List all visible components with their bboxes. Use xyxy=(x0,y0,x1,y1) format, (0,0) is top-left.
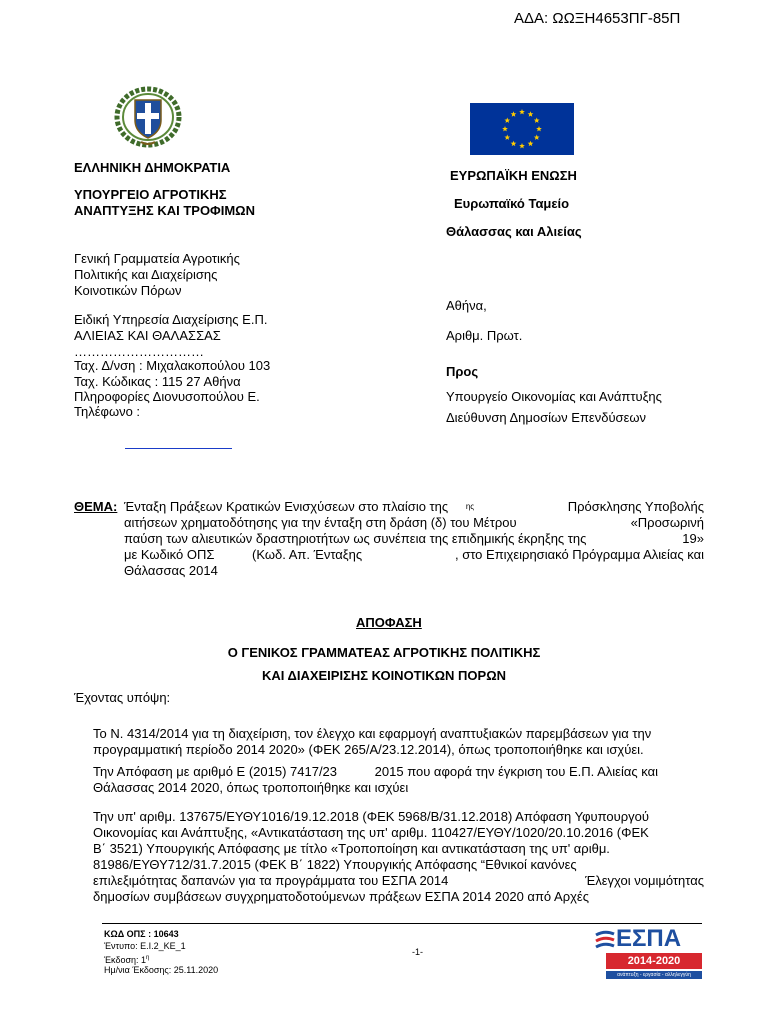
subject-line3: παύση των αλιευτικών δραστηριοτήτων ως συνέπεια της επιδημικής έκρηξης της 19» xyxy=(124,531,704,546)
ministry-line1: ΥΠΟΥΡΓΕΙΟ ΑΓΡΟΤΙΚΗΣ xyxy=(74,187,227,202)
postal-code: Ταχ. Κώδικας : 115 27 Αθήνα xyxy=(74,374,241,389)
footer-date: Ημ/νια Έκδοσης: 25.11.2020 xyxy=(104,965,219,975)
secretary-general-line2: ΚΑΙ ΔΙΑΧΕΙΡΙΣΗΣ ΚΟΙΝΟΤΙΚΩΝ ΠΟΡΩΝ xyxy=(261,668,507,683)
subject-line2: αιτήσεων χρηματοδότησης για την ένταξη στη δράση (δ) του Μέτρου «Προσωρινή xyxy=(124,515,704,530)
city-date: Αθήνα, xyxy=(446,298,487,313)
eu-title: ΕΥΡΩΠΑΪΚΗ ΕΝΩΣΗ xyxy=(450,168,577,183)
footer-ops-code: ΚΩΔ ΟΠΣ : 10643 xyxy=(104,929,179,939)
para1-line1: Το Ν. 4314/2014 για τη διαχείριση, τον έλεγχο και εφαρμογή αναπτυξιακών παρεμβάσεων για την xyxy=(93,726,652,741)
fund-line2: Θάλασσας και Αλιείας xyxy=(446,224,582,239)
espa-logo xyxy=(594,926,704,982)
contact-info: Πληροφορίες Διονυσοπούλου Ε. xyxy=(74,389,260,404)
para3-line4: 81986/ΕΥΘΥ712/31.7.2015 (ΦΕΚ Β΄ 1822) Υπουργικής Απόφασης “Εθνικοί κανόνες xyxy=(93,857,577,872)
espa-wordmark: ΕΣΠΑ xyxy=(616,925,682,952)
greek-coat-of-arms-icon xyxy=(113,86,183,148)
subject-label: ΘΕΜΑ: xyxy=(74,499,118,514)
espa-swoosh-icon xyxy=(594,928,616,950)
secretariat-line1: Γενική Γραμματεία Αγροτικής xyxy=(74,251,240,266)
fund-line1: Ευρωπαϊκό Ταμείο xyxy=(454,196,570,211)
recipient-line2: Διεύθυνση Δημοσίων Επενδύσεων xyxy=(446,410,647,425)
subject-line1: Ένταξη Πράξεων Κρατικών Ενισχύσεων στο πλαίσιο της $^{\eta\varsigma}$ Πρόσκλησης Υποβολής xyxy=(124,499,704,514)
para3-line6: δημοσίων συμβάσεων συγχρηματοδοτούμενων πράξεων ΕΣΠΑ 2014 2020 από Αρχές xyxy=(93,889,589,904)
subject-line4: με Κωδικό ΟΠΣ (Κωδ. Απ. Ένταξης , στο Επιχειρησιακό Πρόγραμμα Αλιείας και xyxy=(124,547,704,562)
para2-line1: Την Απόφαση με αριθμό Ε (2015) 7417/23 2015 που αφορά την έγκριση του Ε.Π. Αλιείας και xyxy=(93,764,659,779)
eu-flag-icon xyxy=(470,103,574,155)
subject-line5: Θάλασσας 2014 xyxy=(124,563,218,578)
recipient-label: Προς xyxy=(446,364,479,379)
dotted-line: ………………………… xyxy=(74,344,204,359)
secretariat-line2: Πολιτικής και Διαχείρισης xyxy=(74,267,218,282)
secretariat-line3: Κοινοτικών Πόρων xyxy=(74,283,182,298)
ministry-line2: ΑΝΑΠΤΥΞΗΣ ΚΑΙ ΤΡΟΦΙΜΩΝ xyxy=(74,203,255,218)
espa-tagline: ανάπτυξη - εργασία - αλληλεγγύη xyxy=(606,971,702,979)
address: Ταχ. Δ/νση : Μιχαλακοπούλου 103 xyxy=(74,358,271,373)
email-link[interactable] xyxy=(125,448,232,449)
page-number: -1- xyxy=(412,947,423,957)
ada-code: ΑΔΑ: ΩΩΞΗ4653ΠΓ-85Π xyxy=(514,10,681,27)
para3-line3: Β΄ 3521) Υπουργικής Απόφασης με τίτλο «Τροποποίηση και αντικατάσταση της υπ' αριθμ. xyxy=(93,841,610,856)
secretary-general-line1: Ο ΓΕΝΙΚΟΣ ΓΡΑΜΜΑΤΕΑΣ ΑΓΡΟΤΙΚΗΣ ΠΟΛΙΤΙΚΗΣ xyxy=(227,645,541,660)
espa-years: 2014-2020 xyxy=(606,953,702,969)
para3-line5: επιλεξιμότητας δαπανών για τα προγράμματα του ΕΣΠΑ 2014 Έλεγχοι νομιμότητας xyxy=(93,873,704,888)
protocol-number: Αριθμ. Πρωτ. xyxy=(446,328,523,343)
having-regard: Έχοντας υπόψη: xyxy=(74,690,171,705)
para2-line2: Θάλασσας 2014 2020, όπως τροποποιήθηκε και ισχύει xyxy=(93,780,409,795)
para1-line2: προγραμματική περίοδο 2014 2020» (ΦΕΚ 265/Α/23.12.2014), όπως τροποποιήθηκε και ισχύει. xyxy=(93,742,644,757)
recipient-line1: Υπουργείο Οικονομίας και Ανάπτυξης xyxy=(446,389,662,404)
para3-line2: Οικονομίας και Ανάπτυξης, «Αντικατάσταση της υπ' αριθμ. 110427/ΕΥΘΥ/1020/20.10.2016 (ΦΕΚ xyxy=(93,825,649,840)
footer-divider xyxy=(102,923,702,924)
republic-title: ΕΛΛΗΝΙΚΗ ΔΗΜΟΚΡΑΤΙΑ xyxy=(74,160,231,175)
footer-edition: Έκδοση: $1^\eta$ xyxy=(104,955,150,965)
service-line1: Ειδική Υπηρεσία Διαχείρισης Ε.Π. xyxy=(74,312,268,327)
service-line2: ΑΛΙΕΙΑΣ ΚΑΙ ΘΑΛΑΣΣΑΣ xyxy=(74,328,221,343)
footer-form: Έντυπο: Ε.Ι.2_ΚΕ_1 xyxy=(104,941,186,951)
phone: Τηλέφωνο : xyxy=(74,404,141,419)
decision-title: ΑΠΟΦΑΣΗ xyxy=(356,615,422,630)
para3-line1: Την υπ' αριθμ. 137675/ΕΥΘΥ1016/19.12.2018 (ΦΕΚ 5968/Β/31.12.2018) Απόφαση Υφυπουργού xyxy=(93,809,650,824)
